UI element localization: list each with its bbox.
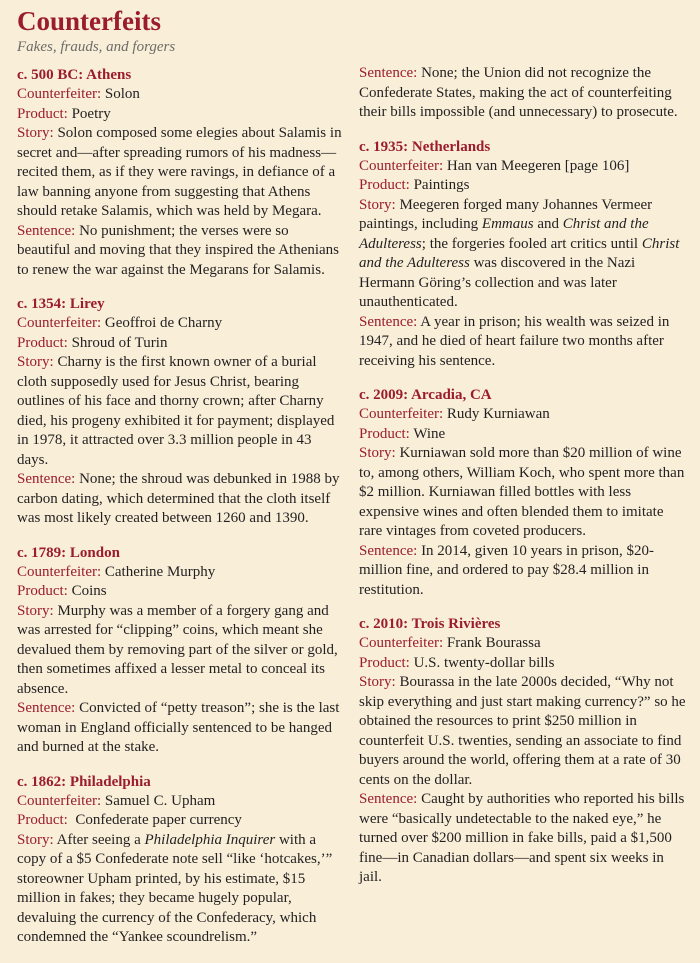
sentence-text: None; the shroud was debunked in 1988 by carbon dating, which determined that the cloth itself was most likely created between 1260 and 1390.: [17, 471, 340, 526]
product-label: Product:: [17, 105, 68, 122]
entry-heading: c. 1935: Netherlands: [359, 138, 491, 155]
sentence-label: Sentence:: [359, 542, 418, 559]
counterfeiter-value: Han van Meegeren [page 106]: [446, 157, 630, 174]
product-line: [17, 582, 342, 602]
story-text: Charny is the first known owner of a burial cloth supposedly used for Jesus Christ, bearing outlines of his face and thorny crown; after Charny died, his progeny exhibited it for payment; displayed in 1978, it attracted over 3.3 million people in 43 days.: [17, 354, 335, 468]
product-value: Wine: [413, 425, 446, 442]
story-line: [359, 196, 689, 313]
story-label: Story:: [359, 674, 396, 690]
entry-heading: c. 1354: Lirey: [17, 296, 105, 312]
product-label: Product:: [359, 654, 410, 671]
sentence-line: [359, 790, 689, 888]
counterfeiter-line: [17, 85, 342, 105]
product-value: Coins: [71, 583, 107, 599]
product-line: [17, 811, 342, 831]
entry-heading: c. 2009: Arcadia, CA: [359, 387, 492, 403]
sentence-text: A year in prison; his wealth was seized in 1947, and he died of heart failure two months after receiving his sentence.: [359, 313, 670, 369]
entry-heading: c. 1862: Philadelphia: [17, 773, 151, 790]
counterfeiter-value: Solon: [104, 86, 140, 102]
entry-athens: [17, 66, 342, 280]
story-line: [17, 831, 342, 948]
painting-title: Christ and the Adulteress: [359, 216, 649, 252]
entry-philadelphia: [17, 773, 342, 948]
sentence-text: Convicted of “petty treason”; she is the last woman in England officially sentenced to be hanged and burned at the stake.: [17, 700, 340, 755]
counterfeiter-value: Geoffroi de Charny: [104, 315, 223, 331]
sentence-line: [359, 64, 689, 123]
sentence-text: No punishment; the verses were so beautiful and moving that they inspired the Athenians to renew the war against the Megarans for Salamis.: [17, 222, 340, 278]
story-line: [17, 602, 342, 700]
story-label: Story:: [359, 445, 396, 461]
header: [17, 4, 175, 56]
product-line: [17, 105, 342, 125]
entry-heading: c. 500 BC: Athens: [17, 67, 132, 83]
product-line: [17, 334, 342, 354]
counterfeiter-label: Counterfeiter:: [359, 406, 444, 422]
painting-title: Emmaus: [481, 216, 534, 232]
counterfeiter-line: [17, 563, 342, 583]
sentence-label: Sentence:: [17, 700, 76, 716]
counterfeiter-line: [359, 405, 689, 425]
story-line: [17, 353, 342, 470]
sentence-line: [17, 470, 342, 529]
story-text: Murphy was a member of a forgery gang and was arrested for “clipping” coins, which meant she devalued them by removing part of the silver or gold, then sometimes affixed a lesser metal to conceal its absence.: [17, 602, 338, 697]
product-value: Shroud of Turin: [71, 334, 168, 351]
product-label: Product:: [359, 177, 410, 193]
story-line: [359, 673, 689, 790]
story-text: Solon composed some elegies about Salamis in secret and—after spreading rumors of his madness—recited them, as if they were ravings, in defiance of a law banning anyone from suggesting that Athens should retake Salamis, which was held by Megara.: [17, 125, 342, 219]
story-label: Story:: [17, 831, 54, 848]
story-text: was discovered in the Nazi Hermann Göring’s collection and was later unauthenticated.: [359, 255, 636, 310]
story-label: Story:: [17, 125, 54, 141]
counterfeiter-line: [17, 792, 342, 812]
product-label: Product:: [17, 583, 68, 599]
left-column: [17, 66, 342, 963]
product-label: Product:: [17, 812, 68, 828]
story-label: Story:: [359, 196, 396, 213]
product-value: Poetry: [71, 105, 111, 122]
page-title: Counterfeits: [17, 6, 161, 36]
story-text: ; the forgeries fooled art critics until: [421, 235, 642, 252]
entry-philadelphia-continued: [359, 64, 689, 123]
sentence-label: Sentence:: [17, 471, 76, 487]
sentence-text: In 2014, given 10 years in prison, $20-million fine, and ordered to pay $28.4 million in restitution.: [359, 542, 654, 598]
product-line: [359, 425, 689, 445]
sentence-label: Sentence:: [17, 222, 76, 239]
sentence-label: Sentence:: [359, 313, 418, 330]
sentence-label: Sentence:: [359, 65, 418, 81]
sentence-text: Caught by authorities who reported his bills were “basically undetectable to the naked eye,” he turned over $200 million in fake bills, paid a $1,500 fine—in Canadian dollars—and spent six weeks in jail.: [359, 791, 685, 885]
entry-arcadia: [359, 386, 689, 600]
sentence-line: [359, 542, 689, 601]
entry-netherlands: [359, 138, 689, 372]
product-value: Paintings: [413, 177, 470, 193]
counterfeiter-value: Catherine Murphy: [104, 563, 216, 580]
counterfeiter-line: [359, 157, 689, 177]
product-line: [359, 654, 689, 674]
product-label: Product:: [359, 425, 410, 442]
product-line: [359, 176, 689, 196]
entry-london: [17, 544, 342, 758]
counterfeiter-label: Counterfeiter:: [17, 563, 102, 580]
entry-heading: c. 2010: Trois Rivières: [359, 616, 501, 632]
counterfeiter-line: [359, 634, 689, 654]
counterfeiter-value: Samuel C. Upham: [104, 792, 216, 809]
painting-title: Christ and the Adulteress: [359, 235, 680, 271]
counterfeiter-label: Counterfeiter:: [17, 86, 102, 102]
counterfeiter-label: Counterfeiter:: [17, 315, 102, 331]
product-value: U.S. twenty-dollar bills: [413, 654, 555, 671]
sentence-line: [17, 222, 342, 281]
story-newspaper-title: Philadelphia Inquirer: [144, 831, 276, 848]
entry-lirey: [17, 295, 342, 529]
sentence-label: Sentence:: [359, 791, 418, 807]
sentence-line: [359, 313, 689, 372]
product-value: Confederate paper currency: [71, 812, 242, 828]
sentence-line: [17, 699, 342, 758]
story-line: [17, 124, 342, 222]
sentence-text: None; the Union did not recognize the Confederate States, making the act of counterfeiting their bills impossible (and unnecessary) to prosecute.: [359, 65, 678, 120]
page-subtitle: Fakes, frauds, and forgers: [17, 39, 176, 55]
counterfeiter-label: Counterfeiter:: [17, 792, 102, 809]
product-label: Product:: [17, 334, 68, 351]
counterfeiter-value: Rudy Kurniawan: [446, 406, 550, 422]
story-line: [359, 444, 689, 542]
story-label: Story:: [17, 354, 54, 370]
counterfeiter-label: Counterfeiter:: [359, 157, 444, 174]
right-column: [359, 64, 689, 903]
story-text: Bourassa in the late 2000s decided, “Why not skip everything and just start making currency?” so he obtained the resources to print $250 million in counterfeit U.S. twenties, sending an associate to find buyers around the world, offering them at a rate of 30 cents on the dollar.: [359, 674, 686, 788]
entry-heading: c. 1789: London: [17, 544, 120, 561]
counterfeiter-label: Counterfeiter:: [359, 635, 444, 651]
story-text: Kurniawan sold more than $20 million of wine to, among others, William Koch, who spent more than $2 million. Kurniawan filled bottles with less expensive wines and often blended them to imitate rare vintages from coveted producers.: [359, 445, 685, 539]
story-label: Story:: [17, 602, 54, 619]
story-text: with a copy of a $5 Confederate note sell “like ‘hotcakes,’” storeowner Upham printed, by his estimate, $15 million in fakes; they became hugely popular, devaluing the currency of the Confederacy, which condemned the “Yankee scoundrelism.”: [17, 831, 333, 945]
entry-trois-rivieres: [359, 615, 689, 888]
story-text: and: [533, 216, 563, 232]
counterfeiter-line: [17, 314, 342, 334]
counterfeiter-value: Frank Bourassa: [446, 635, 541, 651]
story-text: After seeing a: [56, 831, 145, 848]
story-text: Meegeren forged many Johannes Vermeer paintings, including: [359, 196, 653, 232]
